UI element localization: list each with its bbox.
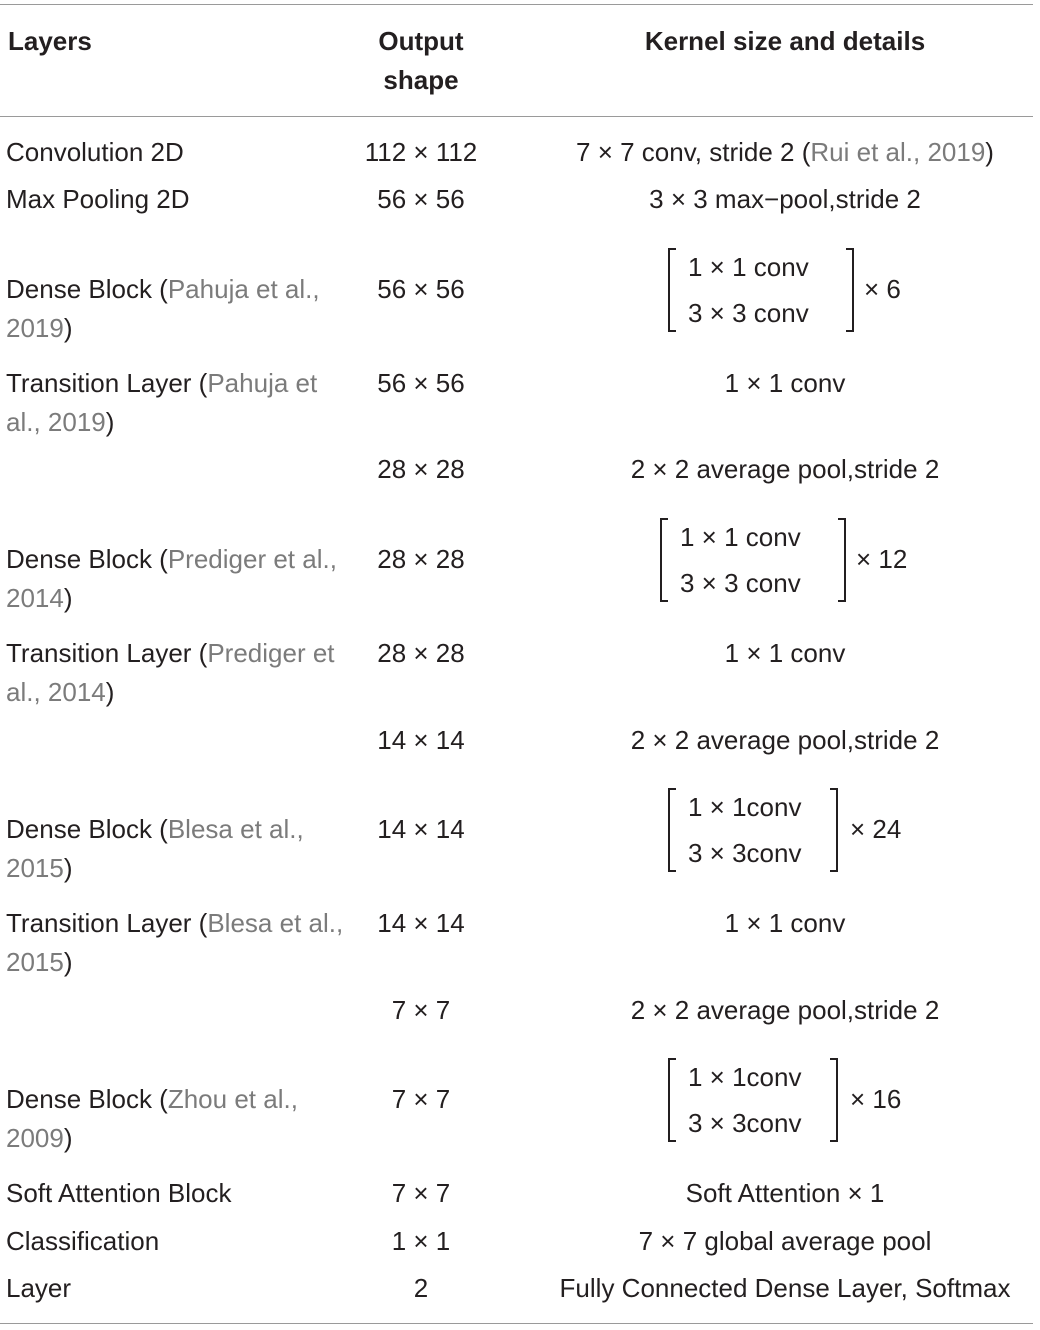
matrix-line-1: 1 × 1conv <box>688 1062 802 1092</box>
row-9-shape: 14 × 14 <box>377 814 465 844</box>
left-bracket <box>668 788 676 872</box>
row-1-kernel: 7 × 7 conv, stride 2 (Rui et al., 2019) <box>576 137 994 167</box>
left-bracket <box>668 248 676 332</box>
row-15-shape: 2 <box>413 1273 429 1303</box>
row-10-citation[interactable]: Blesa et al., 2015 <box>6 908 344 977</box>
row-13-kernel: Soft Attention × 1 <box>685 1178 885 1208</box>
table-bottom-rule <box>0 1323 1033 1324</box>
row-2-kernel: 3 × 3 max−pool,stride 2 <box>649 184 921 214</box>
matrix-line-1: 1 × 1 conv <box>688 252 809 282</box>
row-7-layer: Transition Layer (Prediger et al., 2014) <box>6 638 335 707</box>
row-13-shape: 7 × 7 <box>391 1178 451 1208</box>
matrix-line-2: 3 × 3conv <box>688 838 802 868</box>
left-bracket <box>668 1058 676 1142</box>
row-2-shape: 56 × 56 <box>377 184 465 214</box>
row-5-kernel: 2 × 2 average pool,stride 2 <box>630 454 940 484</box>
row-7-kernel: 1 × 1 conv <box>724 638 846 668</box>
row-10-kernel: 1 × 1 conv <box>724 908 846 938</box>
row-4-shape: 56 × 56 <box>377 368 465 398</box>
row-8-kernel: 2 × 2 average pool,stride 2 <box>630 725 940 755</box>
row-11-shape: 7 × 7 <box>391 995 451 1025</box>
right-bracket <box>830 788 838 872</box>
row-9-citation[interactable]: Blesa et al., 2015 <box>6 814 304 883</box>
row-8-shape: 14 × 14 <box>377 725 465 755</box>
header-kernel: Kernel size and details <box>644 26 926 56</box>
row-1-layer: Convolution 2D <box>6 137 184 167</box>
matrix-line-2: 3 × 3conv <box>688 1108 802 1138</box>
matrix-line-2: 3 × 3 conv <box>680 568 801 598</box>
right-bracket <box>846 248 854 332</box>
right-bracket <box>838 518 846 602</box>
row-9-multiplier: × 24 <box>850 814 902 844</box>
row-7-citation[interactable]: Prediger et al., 2014 <box>6 638 335 707</box>
row-1-shape: 112 × 112 <box>364 137 478 167</box>
row-12-layer: Dense Block (Zhou et al., 2009) <box>6 1084 298 1153</box>
row-14-layer: Classification <box>6 1226 160 1256</box>
row-12-matrix <box>668 1058 838 1142</box>
row-4-kernel: 1 × 1 conv <box>724 368 846 398</box>
row-7-shape: 28 × 28 <box>377 638 465 668</box>
row-9-matrix <box>668 788 838 872</box>
row-13-layer: Soft Attention Block <box>6 1178 232 1208</box>
row-10-shape: 14 × 14 <box>377 908 465 938</box>
row-11-kernel: 2 × 2 average pool,stride 2 <box>630 995 940 1025</box>
row-10-layer: Transition Layer (Blesa et al., 2015) <box>6 908 344 977</box>
header-output-shape <box>340 22 502 100</box>
row-6-multiplier: × 12 <box>856 544 908 574</box>
header-layers: Layers <box>8 26 92 56</box>
row-9-layer: Dense Block (Blesa et al., 2015) <box>6 814 304 883</box>
matrix-line-2: 3 × 3 conv <box>688 298 809 328</box>
matrix-line-1: 1 × 1conv <box>688 792 802 822</box>
row-6-shape: 28 × 28 <box>377 544 465 574</box>
row-12-shape: 7 × 7 <box>391 1084 451 1114</box>
header-output-line2: shape <box>383 65 459 95</box>
row-3-multiplier: × 6 <box>864 274 901 304</box>
left-bracket <box>660 518 668 602</box>
row-4-citation[interactable]: Pahuja et al., 2019 <box>6 368 318 437</box>
row-14-shape: 1 × 1 <box>391 1226 451 1256</box>
row-3-citation[interactable]: Pahuja et al., 2019 <box>6 274 320 343</box>
row-6-matrix <box>660 518 846 602</box>
matrix-line-1: 1 × 1 conv <box>680 522 801 552</box>
row-6-citation[interactable]: Prediger et al., 2014 <box>6 544 337 613</box>
row-3-shape: 56 × 56 <box>377 274 465 304</box>
row-2-layer: Max Pooling 2D <box>6 184 190 214</box>
row-15-kernel: Fully Connected Dense Layer, Softmax <box>559 1273 1011 1303</box>
header-rule <box>0 116 1033 117</box>
row-12-multiplier: × 16 <box>850 1084 902 1114</box>
row-12-citation[interactable]: Zhou et al., 2009 <box>6 1084 298 1153</box>
row-14-kernel: 7 × 7 global average pool <box>638 1226 932 1256</box>
row-3-layer: Dense Block (Pahuja et al., 2019) <box>6 274 320 343</box>
right-bracket <box>830 1058 838 1142</box>
row-4-layer: Transition Layer (Pahuja et al., 2019) <box>6 368 318 437</box>
table-top-rule <box>0 4 1033 5</box>
header-output-line1: Output <box>378 26 464 56</box>
row-15-layer: Layer <box>6 1273 72 1303</box>
row-1-kernel-citation[interactable]: Rui et al., 2019 <box>810 137 986 167</box>
row-5-shape: 28 × 28 <box>377 454 465 484</box>
row-3-matrix <box>668 248 854 332</box>
row-6-layer: Dense Block (Prediger et al., 2014) <box>6 544 337 613</box>
